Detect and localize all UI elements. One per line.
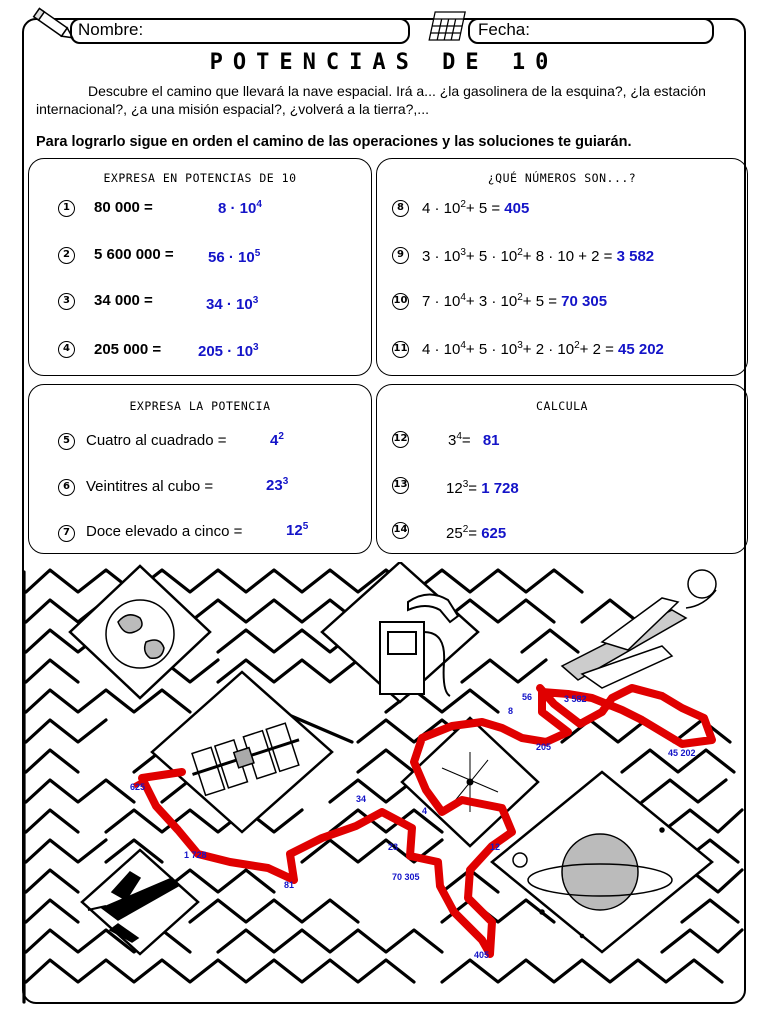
item-number: 3 (58, 293, 75, 310)
item-number: 8 (392, 200, 409, 217)
name-label: Nombre: (78, 20, 144, 39)
item-number: 9 (392, 247, 409, 264)
item-number: 6 (58, 479, 75, 496)
maze-label: 8 (508, 706, 514, 716)
panel-title: ¿QUÉ NÚMEROS SON...? (487, 171, 637, 185)
question: $12^3= 1$ 728 (446, 479, 519, 497)
question: $4 \cdot 10^4+ 5 \cdot 10^3+ 2 \cdot 10^2+ 2 = 45$ 202 (422, 340, 664, 358)
item-number: 7 (58, 525, 75, 542)
maze-label: 12 (490, 842, 501, 852)
panel-title: EXPRESA EN POTENCIAS DE 10 (103, 171, 297, 185)
maze-label: 405 (474, 950, 490, 960)
item-number: 12 (392, 431, 409, 448)
question: Cuatro al cuadrado = (86, 432, 227, 449)
intro-text: Descubre el camino que llevará la nave espacial. Irá a... ¿la gasolinera de la esquina?, ¿la estación internacional?, ¿a una misión espacial?, ¿volverá a la tierra?,... (36, 83, 706, 117)
answer: 625 (481, 525, 507, 542)
maze-label: 70 305 (392, 872, 420, 882)
maze-label: 205 (536, 742, 552, 752)
item-number: 4 (58, 341, 75, 358)
earth-icon (106, 600, 174, 668)
item-number: 5 (58, 433, 75, 450)
question: $3^4= 81$ (448, 431, 500, 449)
answer: $23^3$ (266, 476, 289, 494)
answer: $34 \cdot 10^3$ (206, 295, 259, 313)
question: 80 000 = (94, 199, 153, 216)
answer: $4^2$ (270, 431, 284, 449)
page-title: POTENCIAS DE 10 (209, 50, 559, 75)
answer: 3 582 (616, 248, 655, 265)
maze (22, 562, 746, 1004)
answer: 70 305 (561, 293, 608, 310)
item-number: 2 (58, 247, 75, 264)
maze-label: 4 (422, 806, 428, 816)
maze-label: 45 202 (668, 748, 696, 758)
answer: $12^5$ (286, 521, 309, 539)
instructions-text: Para lograrlo sigue en orden el camino de las operaciones y las soluciones te guiarán. (36, 134, 632, 150)
panel-title: CALCULA (536, 399, 588, 413)
answer: 45 202 (618, 341, 664, 358)
question: 5 600 000 = (94, 246, 174, 263)
panel-title: EXPRESA LA POTENCIA (129, 399, 271, 413)
answer: 405 (504, 200, 530, 217)
maze-label: 56 (522, 692, 533, 702)
answer: 1 728 (481, 480, 519, 497)
answer: $56 \cdot 10^5$ (208, 248, 261, 266)
item-number: 14 (392, 522, 409, 539)
rocket-icon (562, 570, 716, 688)
question: $4 \cdot 10^2+ 5 = 405$ (422, 199, 530, 217)
question: Veintitres al cubo = (86, 478, 214, 495)
answer: $205 \cdot 10^3$ (198, 342, 259, 360)
question: $25^2= 625$ (446, 524, 507, 542)
maze-label: 625 (130, 782, 146, 792)
question: Doce elevado a cinco = (86, 523, 243, 540)
answer: 81 (482, 432, 500, 449)
answer: $8 \cdot 10^4$ (218, 199, 262, 217)
question: $7 \cdot 10^4+ 3 \cdot 10^2+ 5 = 70$ 305 (422, 292, 608, 310)
item-number: 10 (392, 293, 409, 310)
calendar-icon (424, 8, 472, 48)
maze-label: 81 (284, 880, 295, 890)
item-number: 11 (392, 341, 409, 358)
question: 205 000 = (94, 341, 162, 358)
maze-label: 3 582 (564, 694, 587, 704)
item-number: 1 (58, 200, 75, 217)
question: $3 \cdot 10^3+ 5 \cdot 10^2+ 8 \cdot 10 + 2 = 3$ 582 (422, 247, 655, 265)
maze-label: 23 (388, 842, 399, 852)
maze-label: 34 (356, 794, 367, 804)
date-label: Fecha: (478, 20, 530, 39)
question: 34 000 = (94, 292, 153, 309)
item-number: 13 (392, 477, 409, 494)
maze-label: 1 728 (184, 850, 207, 860)
